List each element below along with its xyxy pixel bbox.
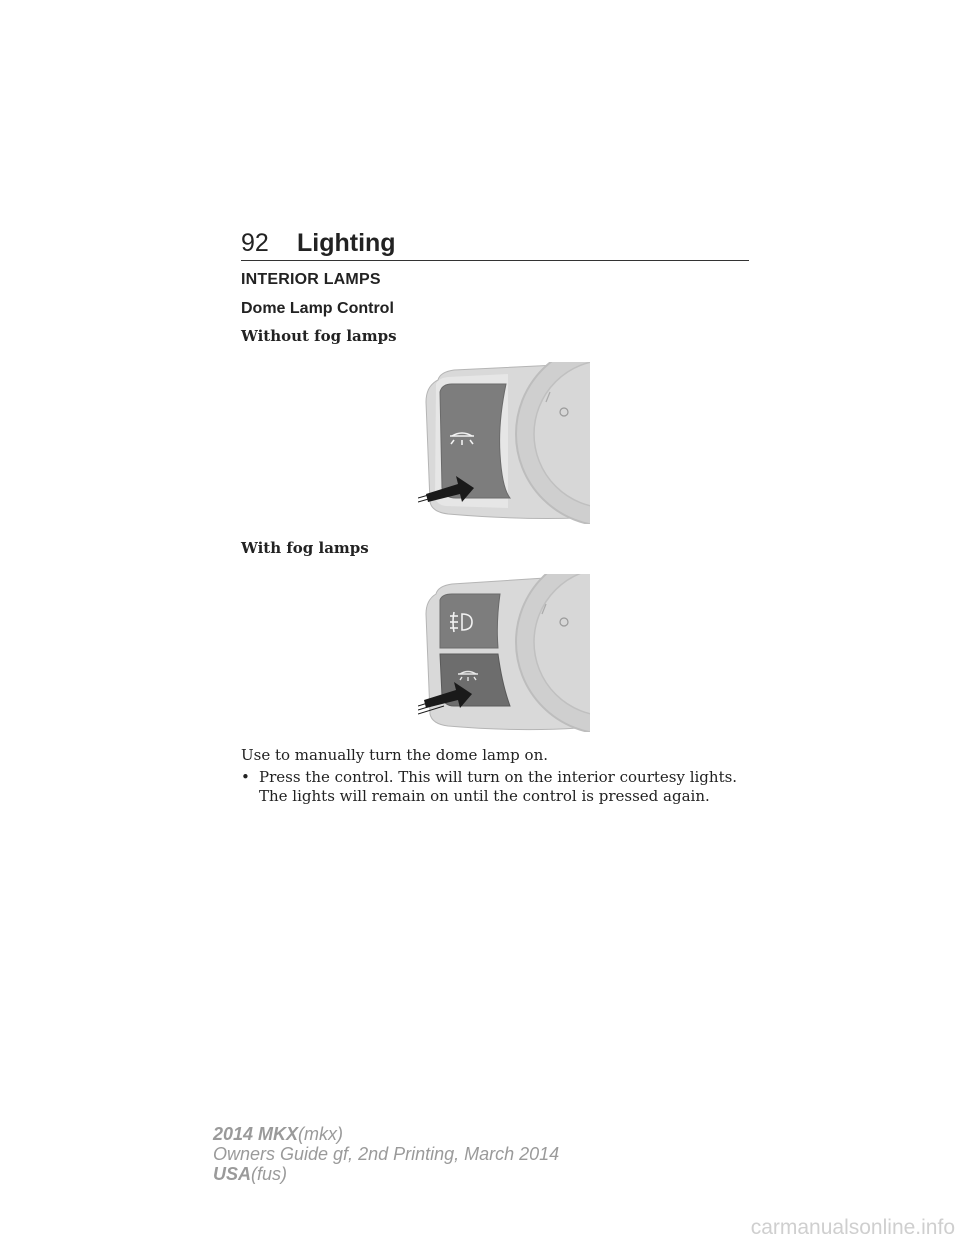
bullet-text: Press the control. This will turn on the interior courtesy lights. The lights will remain on until the control is pressed again. (259, 768, 738, 805)
footer-model: 2014 MKX (213, 1124, 299, 1144)
bullet-item (241, 768, 751, 806)
page-number: 92 (241, 229, 269, 257)
footer-edition: Owners Guide gf, 2nd Printing, March 2014 (213, 1144, 560, 1164)
header-divider (241, 260, 749, 261)
footer (213, 1124, 559, 1184)
watermark: carmanualsonline.info (750, 1216, 955, 1239)
section-heading: INTERIOR LAMPS (241, 271, 381, 288)
footer-market: USA (213, 1164, 252, 1184)
chapter-title: Lighting (297, 229, 396, 257)
figure-label-with-fog: With fog lamps (241, 539, 369, 557)
sub-heading: Dome Lamp Control (241, 300, 394, 317)
footer-model-code: (mkx) (298, 1124, 344, 1144)
footer-market-code: (fus) (251, 1164, 288, 1184)
headlamp-switch-with-fog-image (418, 574, 590, 732)
figure-label-without-fog: Without fog lamps (241, 327, 397, 345)
intro-text: Use to manually turn the dome lamp on. (241, 746, 548, 764)
bullet-marker: • (241, 768, 250, 786)
headlamp-switch-without-fog-image (418, 362, 590, 524)
